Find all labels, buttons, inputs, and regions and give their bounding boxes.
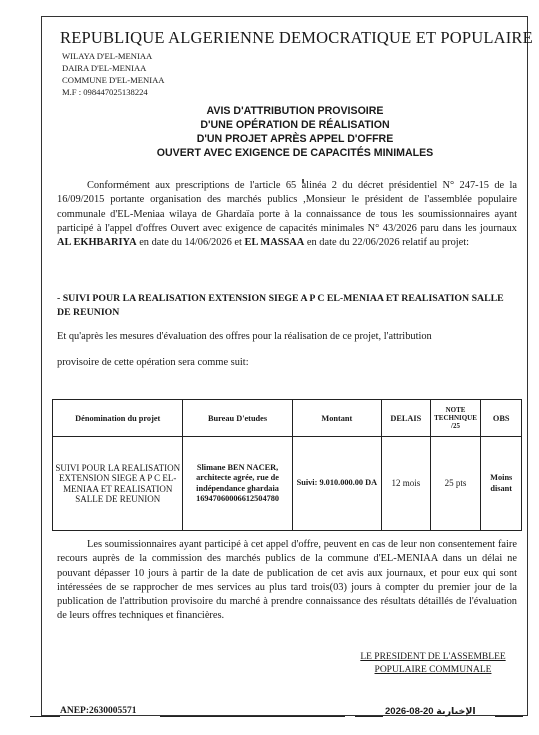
- cell-score: 25 pts: [430, 437, 481, 531]
- footer-rule: [160, 716, 345, 717]
- signature-line: LE PRESIDENT DE L'ASSEMBLEE: [360, 652, 506, 662]
- cell-delay: 12 mois: [382, 437, 431, 531]
- footer-rule: [30, 716, 60, 717]
- appeal-paragraph: [57, 538, 517, 624]
- col-amount: Montant: [292, 400, 381, 437]
- fiscal-number: M.F : 098447025138224: [62, 87, 148, 97]
- cell-obs: Moins disant: [481, 437, 522, 531]
- signature-line: POPULAIRE COMMUNALE: [374, 665, 492, 675]
- intro-text: en date du 22/06/2026 relatif au projet:: [304, 237, 470, 249]
- intro-paragraph: [57, 179, 517, 250]
- appeal-text: Les soumissionnaires ayant participé à cet appel d'offre, peuvent en cas de leur non consentement faire recours auprès de la commission des marchés publics de la commune d'EL-MENIAA dans un délai ne pouvant dépasser 10 jours à partir de la date de publication de cet avis aux journaux, et pour eux qui sont intéressées de se rapprocher de mes services au plus tard trois(03) jours à compter du premier jour de la publication de l'attribution provisoire du marché à prendre connaissance des résultats détaillés de l'évaluation de leurs offres techniques et financières.: [57, 539, 517, 622]
- notice-heading-line: OUVERT AVEC EXIGENCE DE CAPACITÉS MINIMALES: [156, 147, 434, 159]
- signature-block: [343, 651, 523, 677]
- col-project: Dénomination du projet: [53, 400, 183, 437]
- notice-heading-line: D'UN PROJET APRÈS APPEL D'OFFRE: [196, 133, 394, 145]
- attribution-paragraph: Et qu'après les mesures d'évaluation des offres pour la réalisation de ce projet, l'attribution: [57, 331, 432, 342]
- anep-reference: ANEP:2630005571: [60, 706, 137, 716]
- footer-rule: [495, 716, 523, 717]
- notice-heading: [60, 104, 530, 160]
- administration-block: [62, 50, 165, 98]
- daira-line: DAIRA D'EL-MENIAA: [62, 63, 147, 73]
- journal-name: EL MASSAA: [244, 237, 305, 249]
- attribution-paragraph-end: provisoire de cette opération sera comme suit:: [57, 357, 249, 368]
- republic-title: REPUBLIQUE ALGERIENNE DEMOCRATIQUE ET POPULAIRE: [60, 28, 533, 47]
- project-object: - SUIVI POUR LA REALISATION EXTENSION SIEGE A P C EL-MENIAA ET REALISATION SALLE DE REUNION: [57, 293, 504, 318]
- footer-rule: [355, 716, 383, 717]
- wilaya-line: WILAYA D'EL-MENIAA: [62, 51, 153, 61]
- intro-text: en date du 14/06/2026 et: [136, 237, 245, 249]
- notice-heading-line: AVIS D'ATTRIBUTION PROVISOIRE: [206, 105, 384, 117]
- cell-amount: Suivi: 9.010.000.00 DA: [292, 437, 381, 531]
- journal-name: AL EKHBARIYA: [57, 237, 137, 249]
- col-obs: OBS: [481, 400, 522, 437]
- table-header-row: [53, 400, 522, 437]
- attribution-table: [52, 399, 522, 531]
- col-delay: DELAIS: [382, 400, 431, 437]
- notice-heading-line: D'UNE OPÉRATION DE RÉALISATION: [200, 119, 390, 131]
- col-tech-score: NOTE TECHNIQUE /25: [430, 400, 481, 437]
- newspaper-date: 2026-08-20 الإخبارية: [385, 706, 476, 717]
- cell-project: SUIVI POUR LA REALISATION EXTENSION SIEGE A P C EL-MENIAA ET REALISATION SALLE DE REUNION: [53, 437, 183, 531]
- col-bureau: Bureau D'etudes: [183, 400, 292, 437]
- table-row: [53, 437, 522, 531]
- cell-bureau: Slimane BEN NACER, architecte agrée, rue de indépendance ghardaia 16947060006612504780: [183, 437, 292, 531]
- intro-text: Conformément aux prescriptions de l'article 65 alinéa 2 du décret présidentiel N° 247-15 de la 16/09/2015 portante organisation des marchés publics ,Monsieur le président de l'assemblée populaire communale d'EL-Meniaa wilaya de Ghardaïa porte à la connaissance de tous les soumissionnaires ayant participé à l'appel d'offres Ouvert avec exigence de capacités minimales N° 43/2026 paru dans les journaux: [57, 180, 517, 234]
- commune-line: COMMUNE D'EL-MENIAA: [62, 75, 165, 85]
